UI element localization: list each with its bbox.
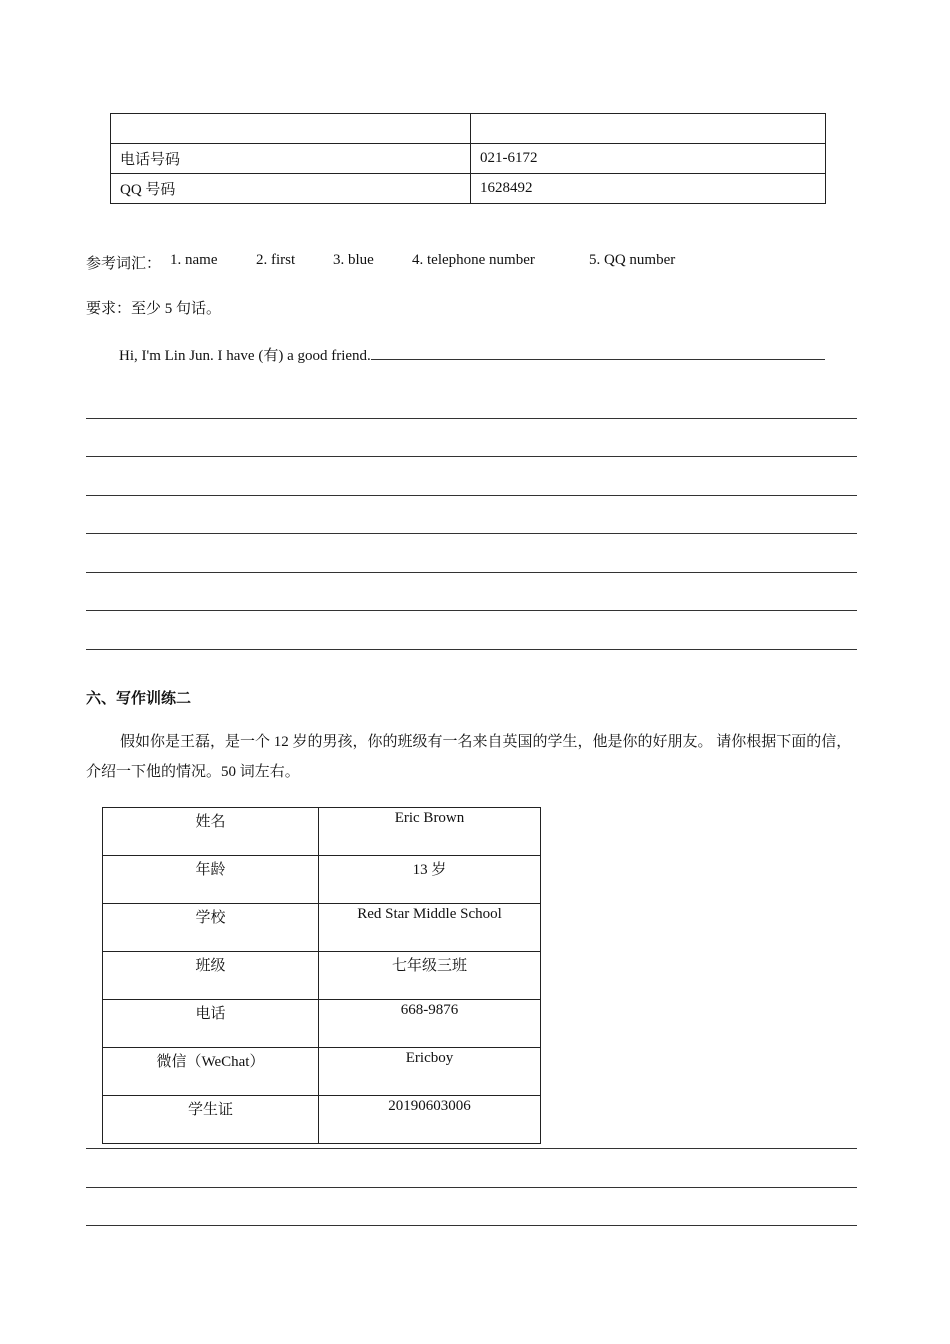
table-cell: 学校	[103, 904, 319, 952]
vocab-item: 2. first	[256, 252, 296, 268]
answer-line[interactable]	[86, 456, 857, 457]
table-cell: 姓名	[103, 808, 319, 856]
table-row	[103, 1048, 541, 1096]
table-cell	[111, 114, 471, 144]
answer-line[interactable]	[86, 1187, 857, 1188]
requirement: 要求：至少 5 句话。	[86, 301, 222, 317]
table-cell: 电话号码	[111, 144, 471, 174]
table-cell: Red Star Middle School	[319, 904, 541, 952]
table-cell: 20190603006	[319, 1096, 541, 1144]
answer-line[interactable]	[86, 495, 857, 496]
table-cell: 668-9876	[319, 1000, 541, 1048]
vocab-line	[86, 252, 786, 272]
answer-line[interactable]	[86, 572, 857, 573]
table-cell: 1628492	[471, 174, 826, 204]
vocab-item: 3. blue	[333, 252, 374, 268]
table-cell: Eric Brown	[319, 808, 541, 856]
starter-text: Hi, I'm Lin Jun. I have (有) a good friend.	[119, 348, 371, 364]
table-row	[103, 1096, 541, 1144]
section-title: 六、写作训练二	[86, 689, 192, 707]
answer-blank[interactable]	[371, 345, 825, 360]
vocab-label: 参考词汇：	[86, 256, 162, 272]
answer-line[interactable]	[86, 649, 857, 650]
table-cell	[471, 114, 826, 144]
table-row	[111, 144, 826, 174]
table-cell: 13 岁	[319, 856, 541, 904]
vocab-item: 1. name	[170, 252, 218, 268]
answer-line[interactable]	[86, 533, 857, 534]
table-row	[103, 904, 541, 952]
table-cell: 微信（WeChat）	[103, 1048, 319, 1096]
table-cell: QQ 号码	[111, 174, 471, 204]
table-cell: 电话	[103, 1000, 319, 1048]
table-cell: Ericboy	[319, 1048, 541, 1096]
table-cell: 021-6172	[471, 144, 826, 174]
table-row	[103, 952, 541, 1000]
table-row	[103, 856, 541, 904]
table-cell: 七年级三班	[319, 952, 541, 1000]
vocab-item: 5. QQ number	[589, 252, 676, 268]
info-table-2	[102, 807, 541, 1144]
table-row	[103, 1000, 541, 1048]
info-table-1	[110, 113, 826, 204]
table-cell: 学生证	[103, 1096, 319, 1144]
starter-line	[119, 344, 825, 365]
table-cell: 年龄	[103, 856, 319, 904]
vocab-item: 4. telephone number	[412, 252, 535, 268]
answer-line[interactable]	[86, 1225, 857, 1226]
table-cell: 班级	[103, 952, 319, 1000]
table-row	[103, 808, 541, 856]
table-row	[111, 114, 826, 144]
answer-line[interactable]	[86, 610, 857, 611]
answer-line[interactable]	[86, 418, 857, 419]
answer-line[interactable]	[86, 1148, 857, 1149]
section-prompt: 假如你是王磊，是一个 12 岁的男孩，你的班级有一名来自英国的学生，他是你的好朋友。 请你根据下面的信，介绍一下他的情况。50 词左右。	[86, 734, 852, 780]
table-row	[111, 174, 826, 204]
